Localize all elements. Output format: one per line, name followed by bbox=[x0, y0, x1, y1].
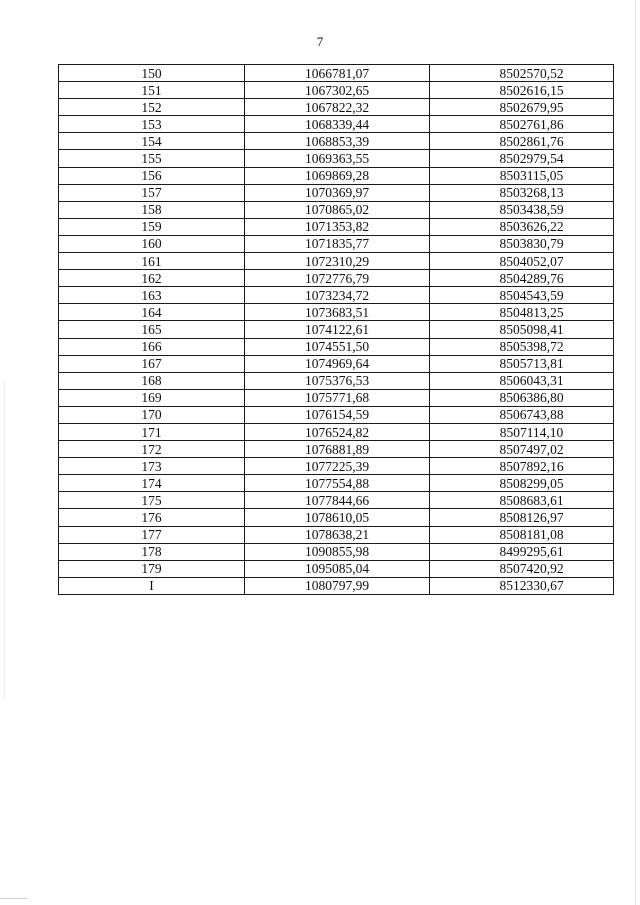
table-row bbox=[59, 201, 614, 218]
scan-mark-bottom bbox=[0, 898, 28, 899]
point-number-cell: 176 bbox=[59, 509, 245, 526]
y-coordinate-cell: 8507497,02 bbox=[430, 441, 614, 458]
x-coordinate-cell: 1077554,88 bbox=[245, 475, 430, 492]
table-row bbox=[59, 423, 614, 440]
y-coordinate-cell: 8512330,67 bbox=[430, 577, 614, 594]
page-number: 7 bbox=[316, 34, 324, 49]
x-coordinate-cell: 1078610,05 bbox=[245, 509, 430, 526]
table-row bbox=[59, 287, 614, 304]
x-coordinate-cell: 1090855,98 bbox=[245, 543, 430, 560]
table-row bbox=[59, 458, 614, 475]
x-coordinate-cell: 1074122,61 bbox=[245, 321, 430, 338]
x-coordinate-cell: 1095085,04 bbox=[245, 560, 430, 577]
y-coordinate-cell: 8507892,16 bbox=[430, 458, 614, 475]
x-coordinate-cell: 1080797,99 bbox=[245, 577, 430, 594]
x-coordinate-cell: 1073683,51 bbox=[245, 304, 430, 321]
x-coordinate-cell: 1069363,55 bbox=[245, 150, 430, 167]
table-row bbox=[59, 184, 614, 201]
point-number-cell: 151 bbox=[59, 82, 245, 99]
scan-edge-right bbox=[635, 0, 636, 905]
y-coordinate-cell: 8504289,76 bbox=[430, 270, 614, 287]
table-row bbox=[59, 150, 614, 167]
x-coordinate-cell: 1077844,66 bbox=[245, 492, 430, 509]
table-row bbox=[59, 321, 614, 338]
point-number-cell: 152 bbox=[59, 99, 245, 116]
y-coordinate-cell: 8503268,13 bbox=[430, 184, 614, 201]
y-coordinate-cell: 8505398,72 bbox=[430, 338, 614, 355]
y-coordinate-cell: 8508299,05 bbox=[430, 475, 614, 492]
y-coordinate-cell: 8504052,07 bbox=[430, 253, 614, 270]
x-coordinate-cell: 1073234,72 bbox=[245, 287, 430, 304]
table-row bbox=[59, 99, 614, 116]
x-coordinate-cell: 1076524,82 bbox=[245, 423, 430, 440]
point-number-cell: 153 bbox=[59, 116, 245, 133]
point-number-cell: 171 bbox=[59, 423, 245, 440]
y-coordinate-cell: 8507420,92 bbox=[430, 560, 614, 577]
table-row bbox=[59, 253, 614, 270]
point-number-cell: 178 bbox=[59, 543, 245, 560]
y-coordinate-cell: 8502616,15 bbox=[430, 82, 614, 99]
table-row bbox=[59, 235, 614, 252]
point-number-cell: 156 bbox=[59, 167, 245, 184]
x-coordinate-cell: 1066781,07 bbox=[245, 65, 430, 82]
x-coordinate-cell: 1075376,53 bbox=[245, 372, 430, 389]
y-coordinate-cell: 8503115,05 bbox=[430, 167, 614, 184]
point-number-cell: 167 bbox=[59, 355, 245, 372]
y-coordinate-cell: 8502679,95 bbox=[430, 99, 614, 116]
point-number-cell: 168 bbox=[59, 372, 245, 389]
point-number-cell: 161 bbox=[59, 253, 245, 270]
y-coordinate-cell: 8506043,31 bbox=[430, 372, 614, 389]
point-number-cell: 160 bbox=[59, 235, 245, 252]
x-coordinate-cell: 1072310,29 bbox=[245, 253, 430, 270]
y-coordinate-cell: 8508126,97 bbox=[430, 509, 614, 526]
y-coordinate-cell: 8506743,88 bbox=[430, 406, 614, 423]
table-row bbox=[59, 270, 614, 287]
table-row bbox=[59, 355, 614, 372]
x-coordinate-cell: 1078638,21 bbox=[245, 526, 430, 543]
table-row bbox=[59, 116, 614, 133]
table-row bbox=[59, 560, 614, 577]
point-number-cell: 154 bbox=[59, 133, 245, 150]
x-coordinate-cell: 1075771,68 bbox=[245, 389, 430, 406]
table-row bbox=[59, 509, 614, 526]
point-number-cell: 163 bbox=[59, 287, 245, 304]
x-coordinate-cell: 1076154,59 bbox=[245, 406, 430, 423]
table-row bbox=[59, 475, 614, 492]
x-coordinate-cell: 1072776,79 bbox=[245, 270, 430, 287]
table-row bbox=[59, 133, 614, 150]
table-row bbox=[59, 543, 614, 560]
x-coordinate-cell: 1071835,77 bbox=[245, 235, 430, 252]
point-number-cell: 162 bbox=[59, 270, 245, 287]
y-coordinate-cell: 8504813,25 bbox=[430, 304, 614, 321]
y-coordinate-cell: 8506386,80 bbox=[430, 389, 614, 406]
point-number-cell: 158 bbox=[59, 201, 245, 218]
point-number-cell: 177 bbox=[59, 526, 245, 543]
table-row bbox=[59, 577, 614, 594]
point-number-cell: 170 bbox=[59, 406, 245, 423]
point-number-cell: 175 bbox=[59, 492, 245, 509]
point-number-cell: 166 bbox=[59, 338, 245, 355]
y-coordinate-cell: 8508181,08 bbox=[430, 526, 614, 543]
coordinates-table bbox=[58, 64, 614, 595]
table-row bbox=[59, 389, 614, 406]
table-row bbox=[59, 372, 614, 389]
point-number-cell: I bbox=[59, 577, 245, 594]
table-row bbox=[59, 406, 614, 423]
table-row bbox=[59, 218, 614, 235]
table-row bbox=[59, 492, 614, 509]
coordinates-table-body bbox=[59, 65, 614, 595]
x-coordinate-cell: 1074551,50 bbox=[245, 338, 430, 355]
point-number-cell: 157 bbox=[59, 184, 245, 201]
y-coordinate-cell: 8499295,61 bbox=[430, 543, 614, 560]
table-row bbox=[59, 338, 614, 355]
point-number-cell: 164 bbox=[59, 304, 245, 321]
point-number-cell: 174 bbox=[59, 475, 245, 492]
point-number-cell: 155 bbox=[59, 150, 245, 167]
y-coordinate-cell: 8507114,10 bbox=[430, 423, 614, 440]
point-number-cell: 165 bbox=[59, 321, 245, 338]
x-coordinate-cell: 1068853,39 bbox=[245, 133, 430, 150]
x-coordinate-cell: 1069869,28 bbox=[245, 167, 430, 184]
y-coordinate-cell: 8502570,52 bbox=[430, 65, 614, 82]
point-number-cell: 159 bbox=[59, 218, 245, 235]
point-number-cell: 169 bbox=[59, 389, 245, 406]
point-number-cell: 150 bbox=[59, 65, 245, 82]
x-coordinate-cell: 1068339,44 bbox=[245, 116, 430, 133]
table-row bbox=[59, 441, 614, 458]
table-row bbox=[59, 167, 614, 184]
y-coordinate-cell: 8503438,59 bbox=[430, 201, 614, 218]
x-coordinate-cell: 1067822,32 bbox=[245, 99, 430, 116]
x-coordinate-cell: 1070369,97 bbox=[245, 184, 430, 201]
x-coordinate-cell: 1076881,89 bbox=[245, 441, 430, 458]
x-coordinate-cell: 1067302,65 bbox=[245, 82, 430, 99]
y-coordinate-cell: 8505098,41 bbox=[430, 321, 614, 338]
y-coordinate-cell: 8502761,86 bbox=[430, 116, 614, 133]
table-row bbox=[59, 82, 614, 99]
y-coordinate-cell: 8505713,81 bbox=[430, 355, 614, 372]
point-number-cell: 172 bbox=[59, 441, 245, 458]
x-coordinate-cell: 1077225,39 bbox=[245, 458, 430, 475]
y-coordinate-cell: 8504543,59 bbox=[430, 287, 614, 304]
x-coordinate-cell: 1074969,64 bbox=[245, 355, 430, 372]
y-coordinate-cell: 8502979,54 bbox=[430, 150, 614, 167]
y-coordinate-cell: 8508683,61 bbox=[430, 492, 614, 509]
y-coordinate-cell: 8502861,76 bbox=[430, 133, 614, 150]
y-coordinate-cell: 8503830,79 bbox=[430, 235, 614, 252]
table-row bbox=[59, 304, 614, 321]
point-number-cell: 179 bbox=[59, 560, 245, 577]
scan-edge-left bbox=[4, 380, 5, 700]
y-coordinate-cell: 8503626,22 bbox=[430, 218, 614, 235]
table-row bbox=[59, 65, 614, 82]
x-coordinate-cell: 1070865,02 bbox=[245, 201, 430, 218]
table-row bbox=[59, 526, 614, 543]
x-coordinate-cell: 1071353,82 bbox=[245, 218, 430, 235]
point-number-cell: 173 bbox=[59, 458, 245, 475]
